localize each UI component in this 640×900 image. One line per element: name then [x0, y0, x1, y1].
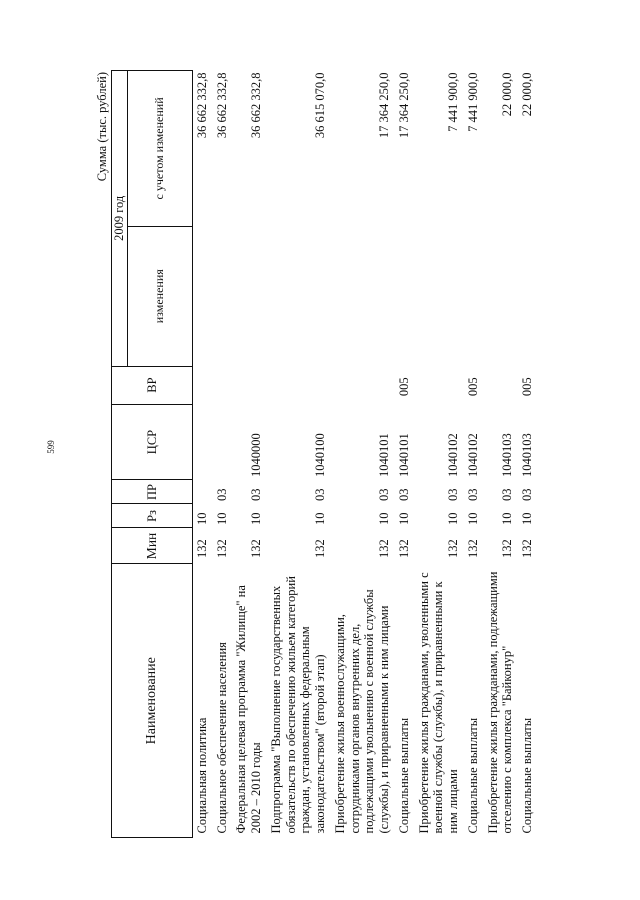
table-header-row [112, 71, 128, 838]
table-row [395, 71, 415, 838]
row-pr: 03 [214, 488, 229, 501]
row-min: 132 [520, 539, 534, 558]
row-rz: 10 [313, 512, 327, 525]
row-csr [192, 404, 212, 480]
sum-caption: Сумма (тыс. рублей) [95, 72, 109, 182]
row-pr: 03 [313, 488, 327, 501]
row-changes [484, 226, 519, 366]
row-total: 17 364 250,0 [377, 72, 391, 139]
row-name: Приобретение жилья гражданами, уволенными с военной службы (службы), и приравненными к ним лицами [416, 572, 460, 834]
row-pr: 03 [500, 488, 515, 501]
row-changes [415, 226, 464, 366]
row-min: 132 [249, 539, 263, 558]
row-changes [267, 226, 331, 366]
row-pr: 03 [465, 488, 480, 501]
row-min: 132 [313, 539, 327, 558]
row-changes [464, 226, 484, 366]
table-row [518, 71, 538, 838]
row-name: Федеральная целевая программа "Жилище" на 2002 – 2010 годы [234, 585, 263, 834]
row-min: 132 [194, 539, 209, 558]
row-rz: 10 [446, 512, 460, 525]
row-pr: 03 [396, 488, 411, 501]
row-name: Приобретение жилья гражданами, подлежащими отселению с комплекса "Байконур" [485, 571, 515, 834]
row-rz: 10 [377, 512, 391, 525]
header-changes: изменения [127, 226, 192, 366]
row-pr: 03 [249, 488, 263, 501]
row-total: 7 441 900,0 [446, 72, 460, 132]
row-total: 17 364 250,0 [396, 72, 411, 139]
row-rz: 10 [465, 512, 480, 525]
row-min: 132 [465, 539, 480, 558]
table-row [192, 71, 212, 838]
row-vr: 005 [465, 377, 480, 397]
row-total: 36 662 332,8 [214, 72, 229, 139]
row-csr: 1040103 [500, 433, 515, 477]
row-pr: 03 [377, 488, 391, 501]
header-pr: ПР [112, 480, 193, 504]
table-row [331, 71, 395, 838]
row-min: 132 [377, 539, 391, 558]
row-pr [192, 480, 212, 504]
row-csr: 1040101 [377, 433, 391, 477]
row-pr: 03 [446, 488, 460, 501]
header-csr: ЦСР [112, 404, 193, 480]
header-name: Наименование [112, 564, 193, 838]
row-csr: 1040102 [446, 433, 460, 477]
row-min: 132 [500, 539, 515, 558]
row-rz: 10 [500, 512, 515, 525]
table-row [213, 71, 233, 838]
row-min: 132 [446, 539, 460, 558]
row-changes [331, 226, 395, 366]
row-total: 36 662 332,8 [194, 72, 209, 139]
row-min: 132 [396, 539, 411, 558]
row-total: 22 000,0 [500, 72, 515, 117]
table-row [415, 71, 464, 838]
row-vr [484, 366, 519, 404]
row-vr [192, 366, 212, 404]
row-csr: 1040101 [396, 433, 411, 477]
row-total: 36 615 070,0 [313, 72, 327, 139]
header-vr: ВР [112, 366, 193, 404]
row-changes [518, 226, 538, 366]
row-name: Приобретение жилья военнослужащими, сотрудниками органов внутренних дел, подлежащими увольнению с военной службы (службы), и приравненными к ним лицами [332, 589, 391, 834]
header-year: 2009 год [112, 71, 128, 367]
row-csr: 1040102 [465, 433, 480, 477]
row-name: Социальные выплаты [396, 717, 411, 834]
row-vr: 005 [396, 377, 411, 397]
row-total: 36 662 332,8 [249, 72, 263, 139]
row-name: Социальное обеспечение населения [214, 642, 229, 834]
row-min: 132 [214, 539, 229, 558]
row-vr [213, 366, 233, 404]
row-name: Социальные выплаты [520, 717, 534, 834]
header-with-changes: с учетом изменений [127, 71, 192, 227]
row-csr [213, 404, 233, 480]
table-row [484, 71, 519, 838]
row-csr: 1040000 [249, 433, 263, 477]
row-name: Социальная политика [194, 717, 209, 834]
row-name: Социальные выплаты [465, 717, 480, 834]
row-vr [415, 366, 464, 404]
page-number: 599 [45, 440, 56, 454]
row-rz: 10 [214, 512, 229, 525]
row-vr [232, 366, 267, 404]
row-csr: 1040100 [313, 433, 327, 477]
budget-table [111, 70, 538, 838]
table-row [267, 71, 331, 838]
row-changes [395, 226, 415, 366]
table-row [464, 71, 484, 838]
row-pr: 03 [520, 488, 534, 501]
row-total: 22 000,0 [520, 72, 534, 117]
row-csr: 1040103 [520, 433, 534, 477]
header-rz: Рз [112, 504, 193, 528]
row-vr [331, 366, 395, 404]
row-rz: 10 [396, 512, 411, 525]
row-rz: 10 [194, 512, 209, 525]
rotated-page-content [95, 70, 551, 838]
row-changes [213, 226, 233, 366]
row-total: 7 441 900,0 [465, 72, 480, 132]
row-vr: 005 [520, 377, 534, 397]
row-name: Подпрограмма "Выполнение государственных обязательств по обеспечению жильем категорий граждан, установленных федеральным законодательством" (второй этап) [268, 576, 327, 834]
row-rz: 10 [520, 512, 534, 525]
row-vr [267, 366, 331, 404]
row-changes [232, 226, 267, 366]
row-rz: 10 [249, 512, 263, 525]
row-changes [192, 226, 212, 366]
header-min: Мин [112, 528, 193, 564]
table-row [232, 71, 267, 838]
